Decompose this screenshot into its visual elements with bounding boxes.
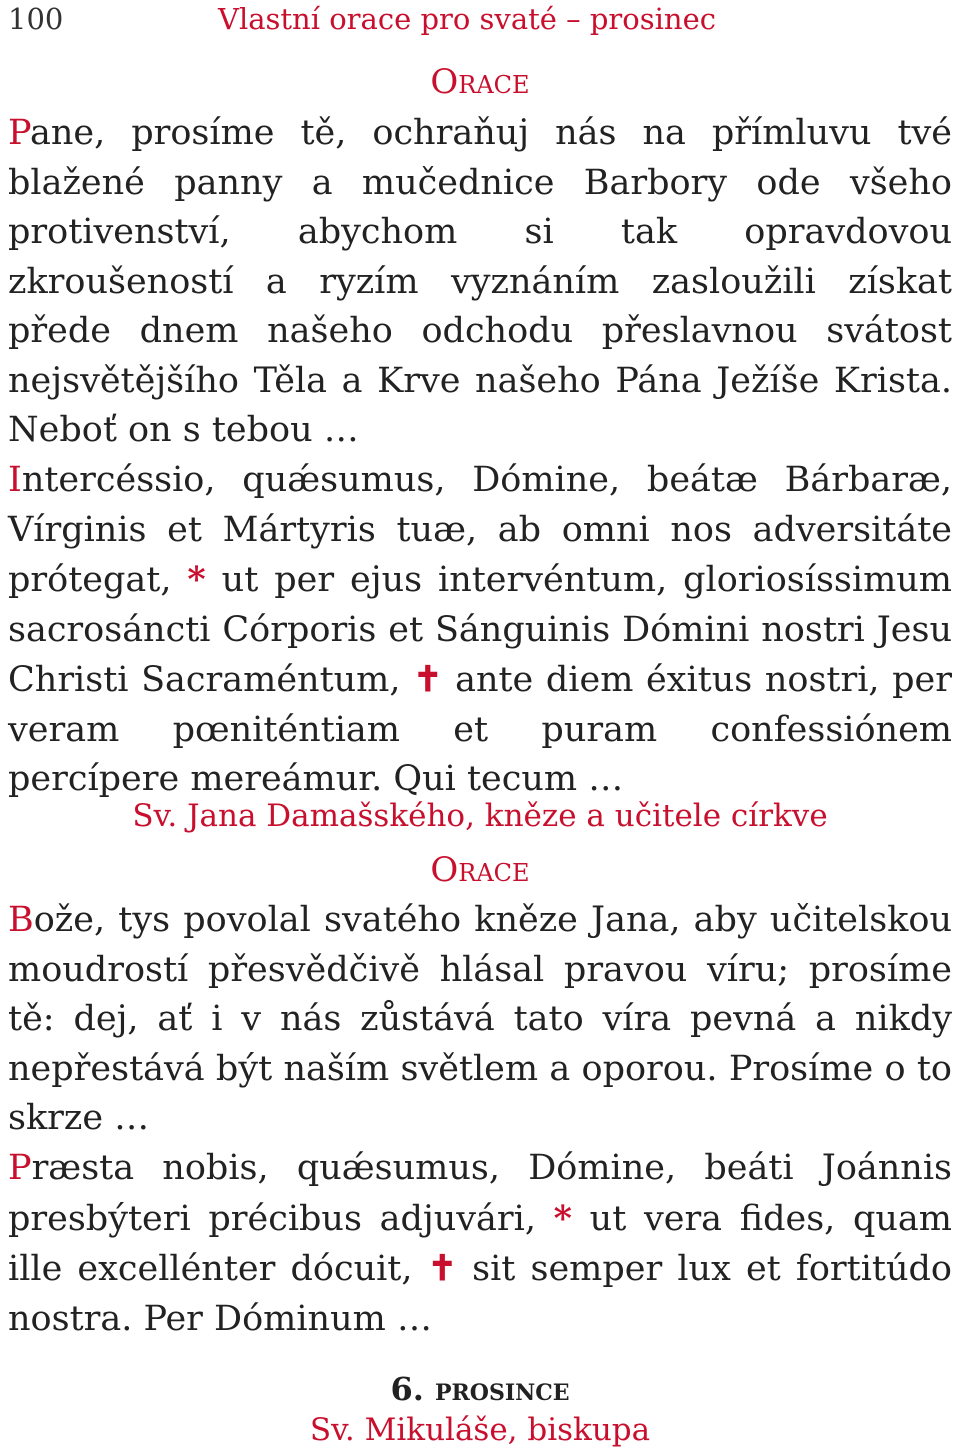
section2-latin-initial: P [8, 1148, 32, 1188]
cross-mark-icon: ✝ [427, 1248, 457, 1289]
section2-latin-prayer [8, 1144, 952, 1344]
section2-latin-text-a: ræsta nobis, quǽsumus, Dómine, beáti Joánnis presbýteri précibus adjuvári, [8, 1148, 952, 1239]
section2-latin-text-b: ut vera fides, quam ille excellénter dócuit, [8, 1198, 952, 1289]
section2-czech-initial: B [8, 900, 34, 940]
section2-czech-text: ože, tys povolal svatého kněze Jana, aby učitelskou moudrostí přesvědčivě hlásal pravou víru; prosíme tě: dej, ať i v nás zůstává tato víra pevná a nikdy nepřestává být naším světlem a oporou. Prosíme o to skrze … [8, 900, 952, 1138]
running-title: Vlastní orace pro svaté – prosinec [218, 2, 716, 36]
cross-mark-icon: ✝ [413, 659, 443, 700]
section1-czech-initial: P [8, 113, 30, 153]
star-mark-icon: * [187, 559, 206, 600]
day-heading: 6. prosince [390, 1370, 570, 1408]
star-mark-icon: * [553, 1197, 572, 1239]
page-number: 100 [8, 2, 64, 36]
section1-latin-text-a: ntercéssio, quǽsumus, Dómine, beátæ Bárbaræ, Vírginis et Mártyris tuæ, ab omni nos adversitáte prótegat, [8, 460, 952, 600]
section2-heading: Orace [430, 850, 530, 890]
section2-czech-prayer [8, 896, 952, 1144]
page-header [0, 0, 960, 40]
saint-heading-john-damascene: Sv. Jana Damašského, kněze a učitele církve [132, 798, 828, 834]
section1-latin-text-c: ante diem éxitus nostri, per veram pœniténtiam et puram confessiónem percípere mereámur. Qui tecum … [8, 660, 952, 799]
section2-latin-text-c: sit semper lux et fortitúdo nostra. Per Dóminum … [8, 1249, 952, 1339]
section1-czech-prayer [8, 109, 952, 456]
section1-czech-text: ane, prosíme tě, ochraňuj nás na přímluvu tvé blažené panny a mučednice Barbory ode všeho protivenství, abychom si tak opravdovou zkroušeností a ryzím vyznáním zasloužili získat přede dnem našeho odchodu přeslavnou svátost nejsvětějšího Těla a Krve našeho Pána Ježíše Krista. Neboť on s tebou … [8, 113, 952, 450]
section1-latin-prayer [8, 456, 952, 805]
saint-heading-nicholas: Sv. Mikuláše, biskupa [309, 1412, 651, 1448]
section1-latin-initial: I [8, 460, 22, 500]
section1-heading: Orace [430, 62, 530, 102]
section1-latin-text-b: ut per ejus intervéntum, gloriosíssimum sacrosáncti Córporis et Sánguinis Dómini nostri Jesu Christi Sacraméntum, [8, 560, 952, 700]
